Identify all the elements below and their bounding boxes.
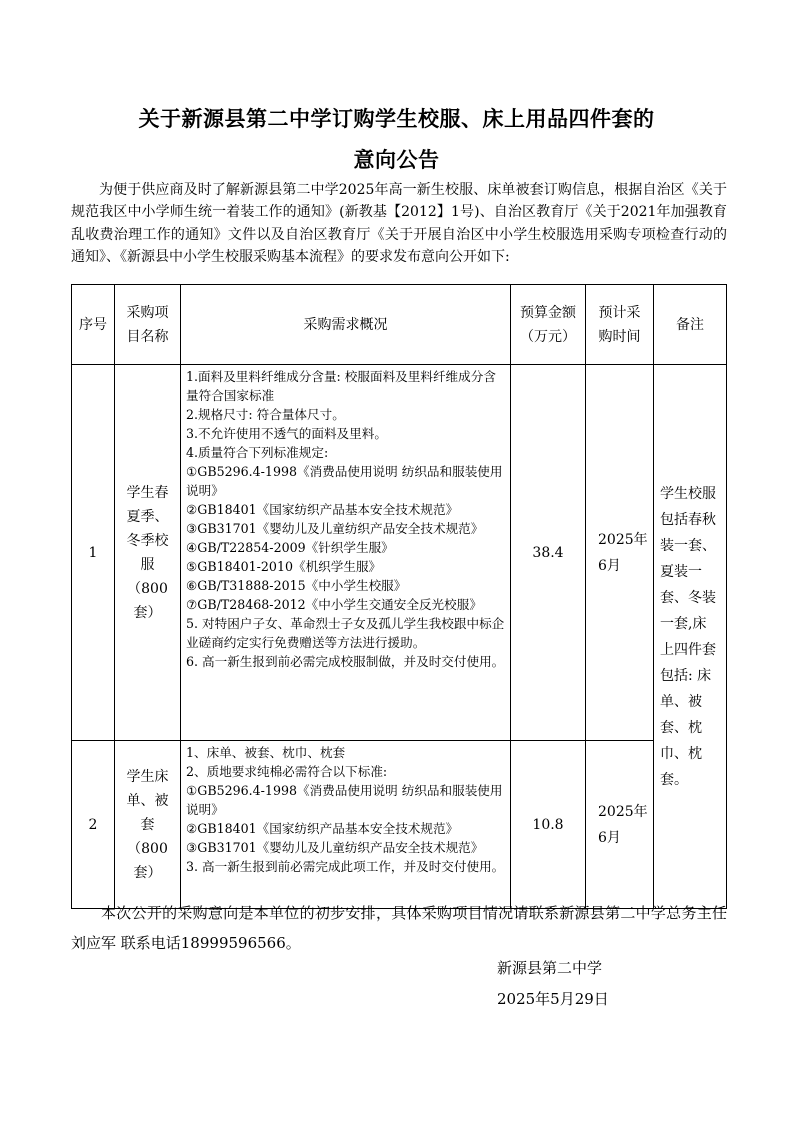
req-line: 6. 高一新生报到前必需完成校服制做，并及时交付使用。: [186, 654, 505, 669]
table-row: [72, 741, 727, 909]
row2-requirements: [181, 741, 511, 909]
req-line: ①GB5296.4-1998《消费品使用说明 纺织品和服装使用说明》: [186, 464, 503, 498]
closing-paragraph: 本次公开的采购意向是本单位的初步安排，具体采购项目情况请联系新源县第二中学总务主任 刘应军 联系电话18999596566。: [71, 904, 727, 952]
req-line: ①GB5296.4-1998《消费品使用说明 纺织品和服装使用说明》: [186, 783, 503, 817]
intro-paragraph: 为便于供应商及时了解新源县第二中学2025年高一新生校服、床单被套订购信息，根据自治区《关于规范我区中小学师生统一着装工作的通知》(新教基【2012】1号)、自治区教育厅《关于2021年加强教育乱收费治理工作的通知》文件以及自治区教育厅《关于开展自治区中小学生校服选用采购专项检查行动的通知》、《新源县中小学生校服采购基本流程》的要求发布意向公开如下:: [71, 182, 727, 266]
req-line: ③GB31701《婴幼儿及儿童纺织产品安全技术规范》: [186, 840, 484, 855]
document-title-line1: 关于新源县第二中学订购学生校服、床上用品四件套的: [138, 107, 655, 131]
req-line: ⑥GB/T31888-2015《中小学生校服》: [186, 578, 407, 593]
table-header-row: [72, 285, 727, 365]
req-line: 1、床单、被套、枕巾、枕套: [186, 745, 346, 760]
header-requirements: 采购需求概况: [181, 285, 511, 365]
req-line: 1.面料及里料纤维成分含量: 校服面料及里料纤维成分含量符合国家标准: [186, 369, 496, 403]
req-line: 4.质量符合下列标准规定:: [186, 445, 329, 460]
row2-budget: 10.8: [511, 741, 586, 909]
req-line: ②GB18401《国家纺织产品基本安全技术规范》: [186, 502, 459, 517]
document-title-line2: 意向公告: [353, 148, 440, 172]
req-line: 2.规格尺寸: 符合量体尺寸。: [186, 407, 345, 422]
row1-seq: 1: [72, 365, 115, 741]
note-cell: 学生校服包括春秋装一套、夏装一套、冬装一套,床上四件套包括: 床单、被套、枕巾、枕套。: [654, 365, 727, 909]
req-line: ⑤GB18401-2010《机织学生服》: [186, 559, 382, 574]
signature-date: 2025年5月29日: [497, 990, 609, 1008]
header-name: 采购项目名称: [115, 285, 181, 365]
req-line: 3.不允许使用不透气的面料及里料。: [186, 426, 387, 441]
req-line: 2、质地要求纯棉必需符合以下标准:: [186, 764, 388, 779]
table-row: [72, 365, 727, 741]
row2-time: 2025年6月: [586, 741, 654, 909]
row1-name: 学生春夏季、冬季校服（800套）: [115, 365, 181, 741]
req-line: 5. 对特困户子女、革命烈士子女及孤儿学生我校跟中标企业磋商约定实行免费赠送等方法进行援助。: [186, 616, 505, 650]
procurement-table: [71, 284, 727, 909]
header-note: 备注: [654, 285, 727, 365]
row1-budget: 38.4: [511, 365, 586, 741]
req-line: ④GB/T22854-2009《针织学生服》: [186, 540, 394, 555]
header-budget: 预算金额（万元）: [511, 285, 586, 365]
header-time: 预计采购时间: [586, 285, 654, 365]
req-line: ③GB31701《婴幼儿及儿童纺织产品安全技术规范》: [186, 521, 484, 536]
row2-name: 学生床单、被套（800套）: [115, 741, 181, 909]
req-line: ⑦GB/T28468-2012《中小学生交通安全反光校服》: [186, 597, 482, 612]
row1-requirements: [181, 365, 511, 741]
header-seq: 序号: [72, 285, 115, 365]
req-line: 3. 高一新生报到前必需完成此项工作，并及时交付使用。: [186, 859, 505, 874]
row2-seq: 2: [72, 741, 115, 909]
row1-time: 2025年6月: [586, 365, 654, 741]
signature: 新源县第二中学: [497, 959, 603, 977]
req-line: ②GB18401《国家纺织产品基本安全技术规范》: [186, 821, 459, 836]
